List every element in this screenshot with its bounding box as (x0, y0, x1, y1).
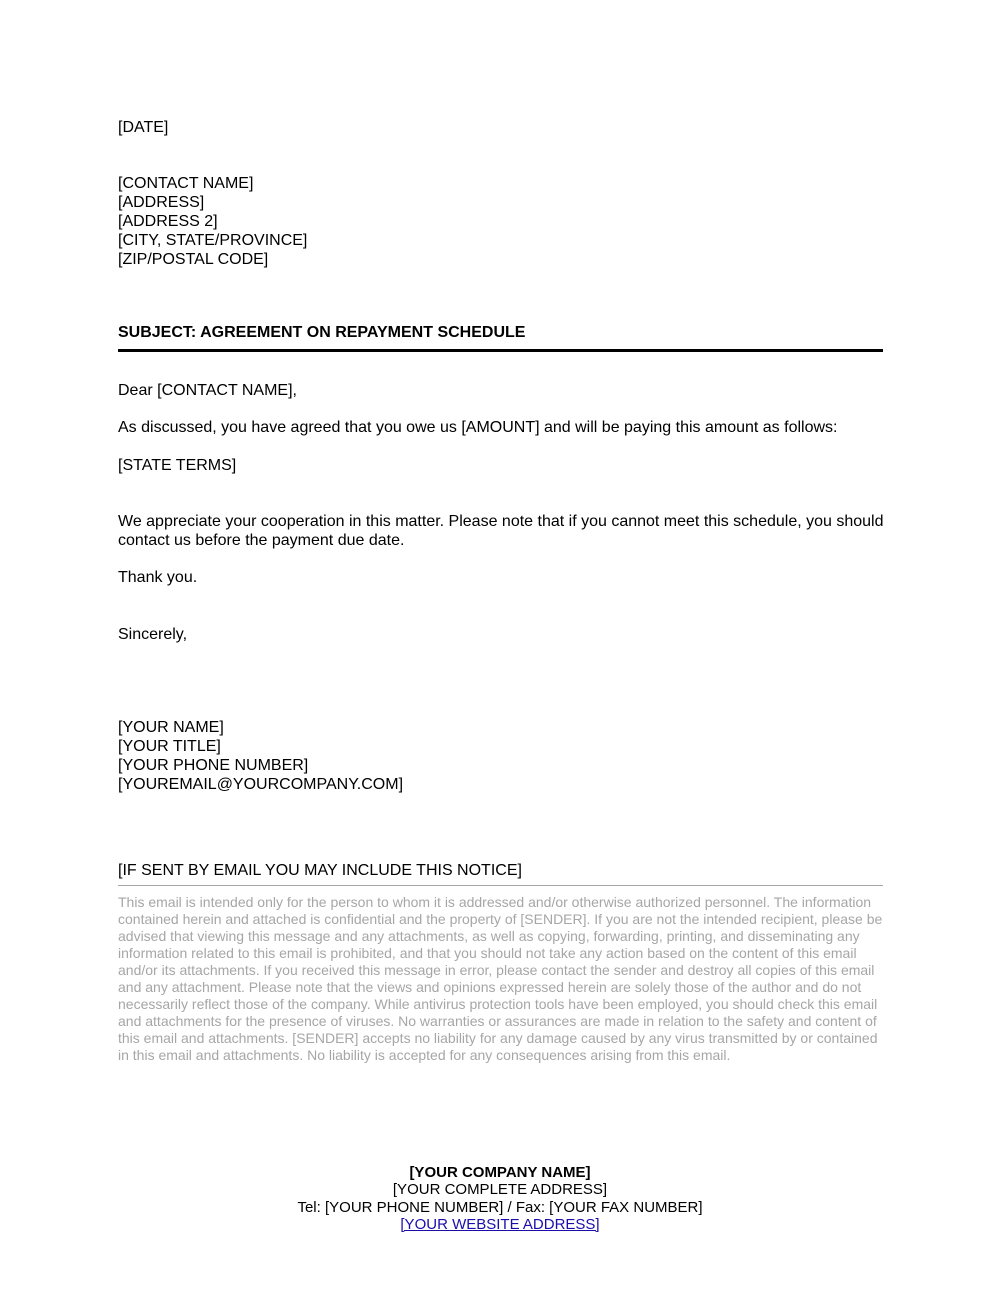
recipient-address-1: [ADDRESS] (118, 194, 205, 211)
notice-heading: [IF SENT BY EMAIL YOU MAY INCLUDE THIS NOTICE] (118, 862, 522, 879)
signature-email: [YOUREMAIL@YOURCOMPANY.COM] (118, 776, 404, 793)
signature-name: [YOUR NAME] (118, 719, 224, 736)
recipient-city: [CITY, STATE/PROVINCE] (118, 232, 308, 249)
body-paragraph-3: We appreciate your cooperation in this matter. Please note that if you cannot meet this schedule, you should contact us before the payment due date. (118, 513, 884, 549)
email-disclaimer: This email is intended only for the person to whom it is addressed and/or otherwise authorized personnel. The information contained herein and attached is confidential and the property of [SENDER]. If you are not the intended recipient, please be advised that viewing this message and any attachments, as well as copying, forwarding, printing, and disseminating any information related to this email is prohibited, and that you should not take any action based on the content of this email and/or its attachments. If you received this message in error, please contact the sender and destroy all copies of this email and any attachment. Please note that the views and opinions expressed herein are solely those of the author and do not necessarily reflect those of the company. While antivirus protection tools have been employed, you should check this email and attachments for the presence of viruses. No warranties or assurances are made in relation to the safety and content of this email and attachments. [SENDER] accepts no liability for any damage caused by any virus transmitted by or contained in this email and attachments. No liability is accepted for any consequences arising from this email. (118, 894, 883, 1063)
salutation: Dear [CONTACT NAME], (118, 382, 297, 399)
body-paragraph-1: As discussed, you have agreed that you owe us [AMOUNT] and will be paying this amount as follows: (118, 419, 838, 436)
footer-company-name: [YOUR COMPANY NAME] (409, 1164, 591, 1181)
subject-divider (118, 349, 883, 352)
closing: Sincerely, (118, 626, 188, 643)
body-paragraph-2: [STATE TERMS] (118, 457, 237, 474)
footer-contact: Tel: [YOUR PHONE NUMBER] / Fax: [YOUR FAX NUMBER] (297, 1199, 703, 1216)
signature-title: [YOUR TITLE] (118, 738, 221, 755)
footer-website-row (0, 1216, 1000, 1234)
letter-date: [DATE] (118, 119, 169, 136)
notice-divider (118, 885, 883, 886)
subject-line: SUBJECT: AGREEMENT ON REPAYMENT SCHEDULE (118, 324, 526, 341)
recipient-zip: [ZIP/POSTAL CODE] (118, 251, 269, 268)
signature-phone: [YOUR PHONE NUMBER] (118, 757, 309, 774)
body-paragraph-4: Thank you. (118, 569, 198, 586)
recipient-address-2: [ADDRESS 2] (118, 213, 218, 230)
footer-website-link[interactable]: [YOUR WEBSITE ADDRESS] (400, 1216, 600, 1233)
recipient-name: [CONTACT NAME] (118, 175, 254, 192)
footer-address: [YOUR COMPLETE ADDRESS] (392, 1181, 608, 1198)
